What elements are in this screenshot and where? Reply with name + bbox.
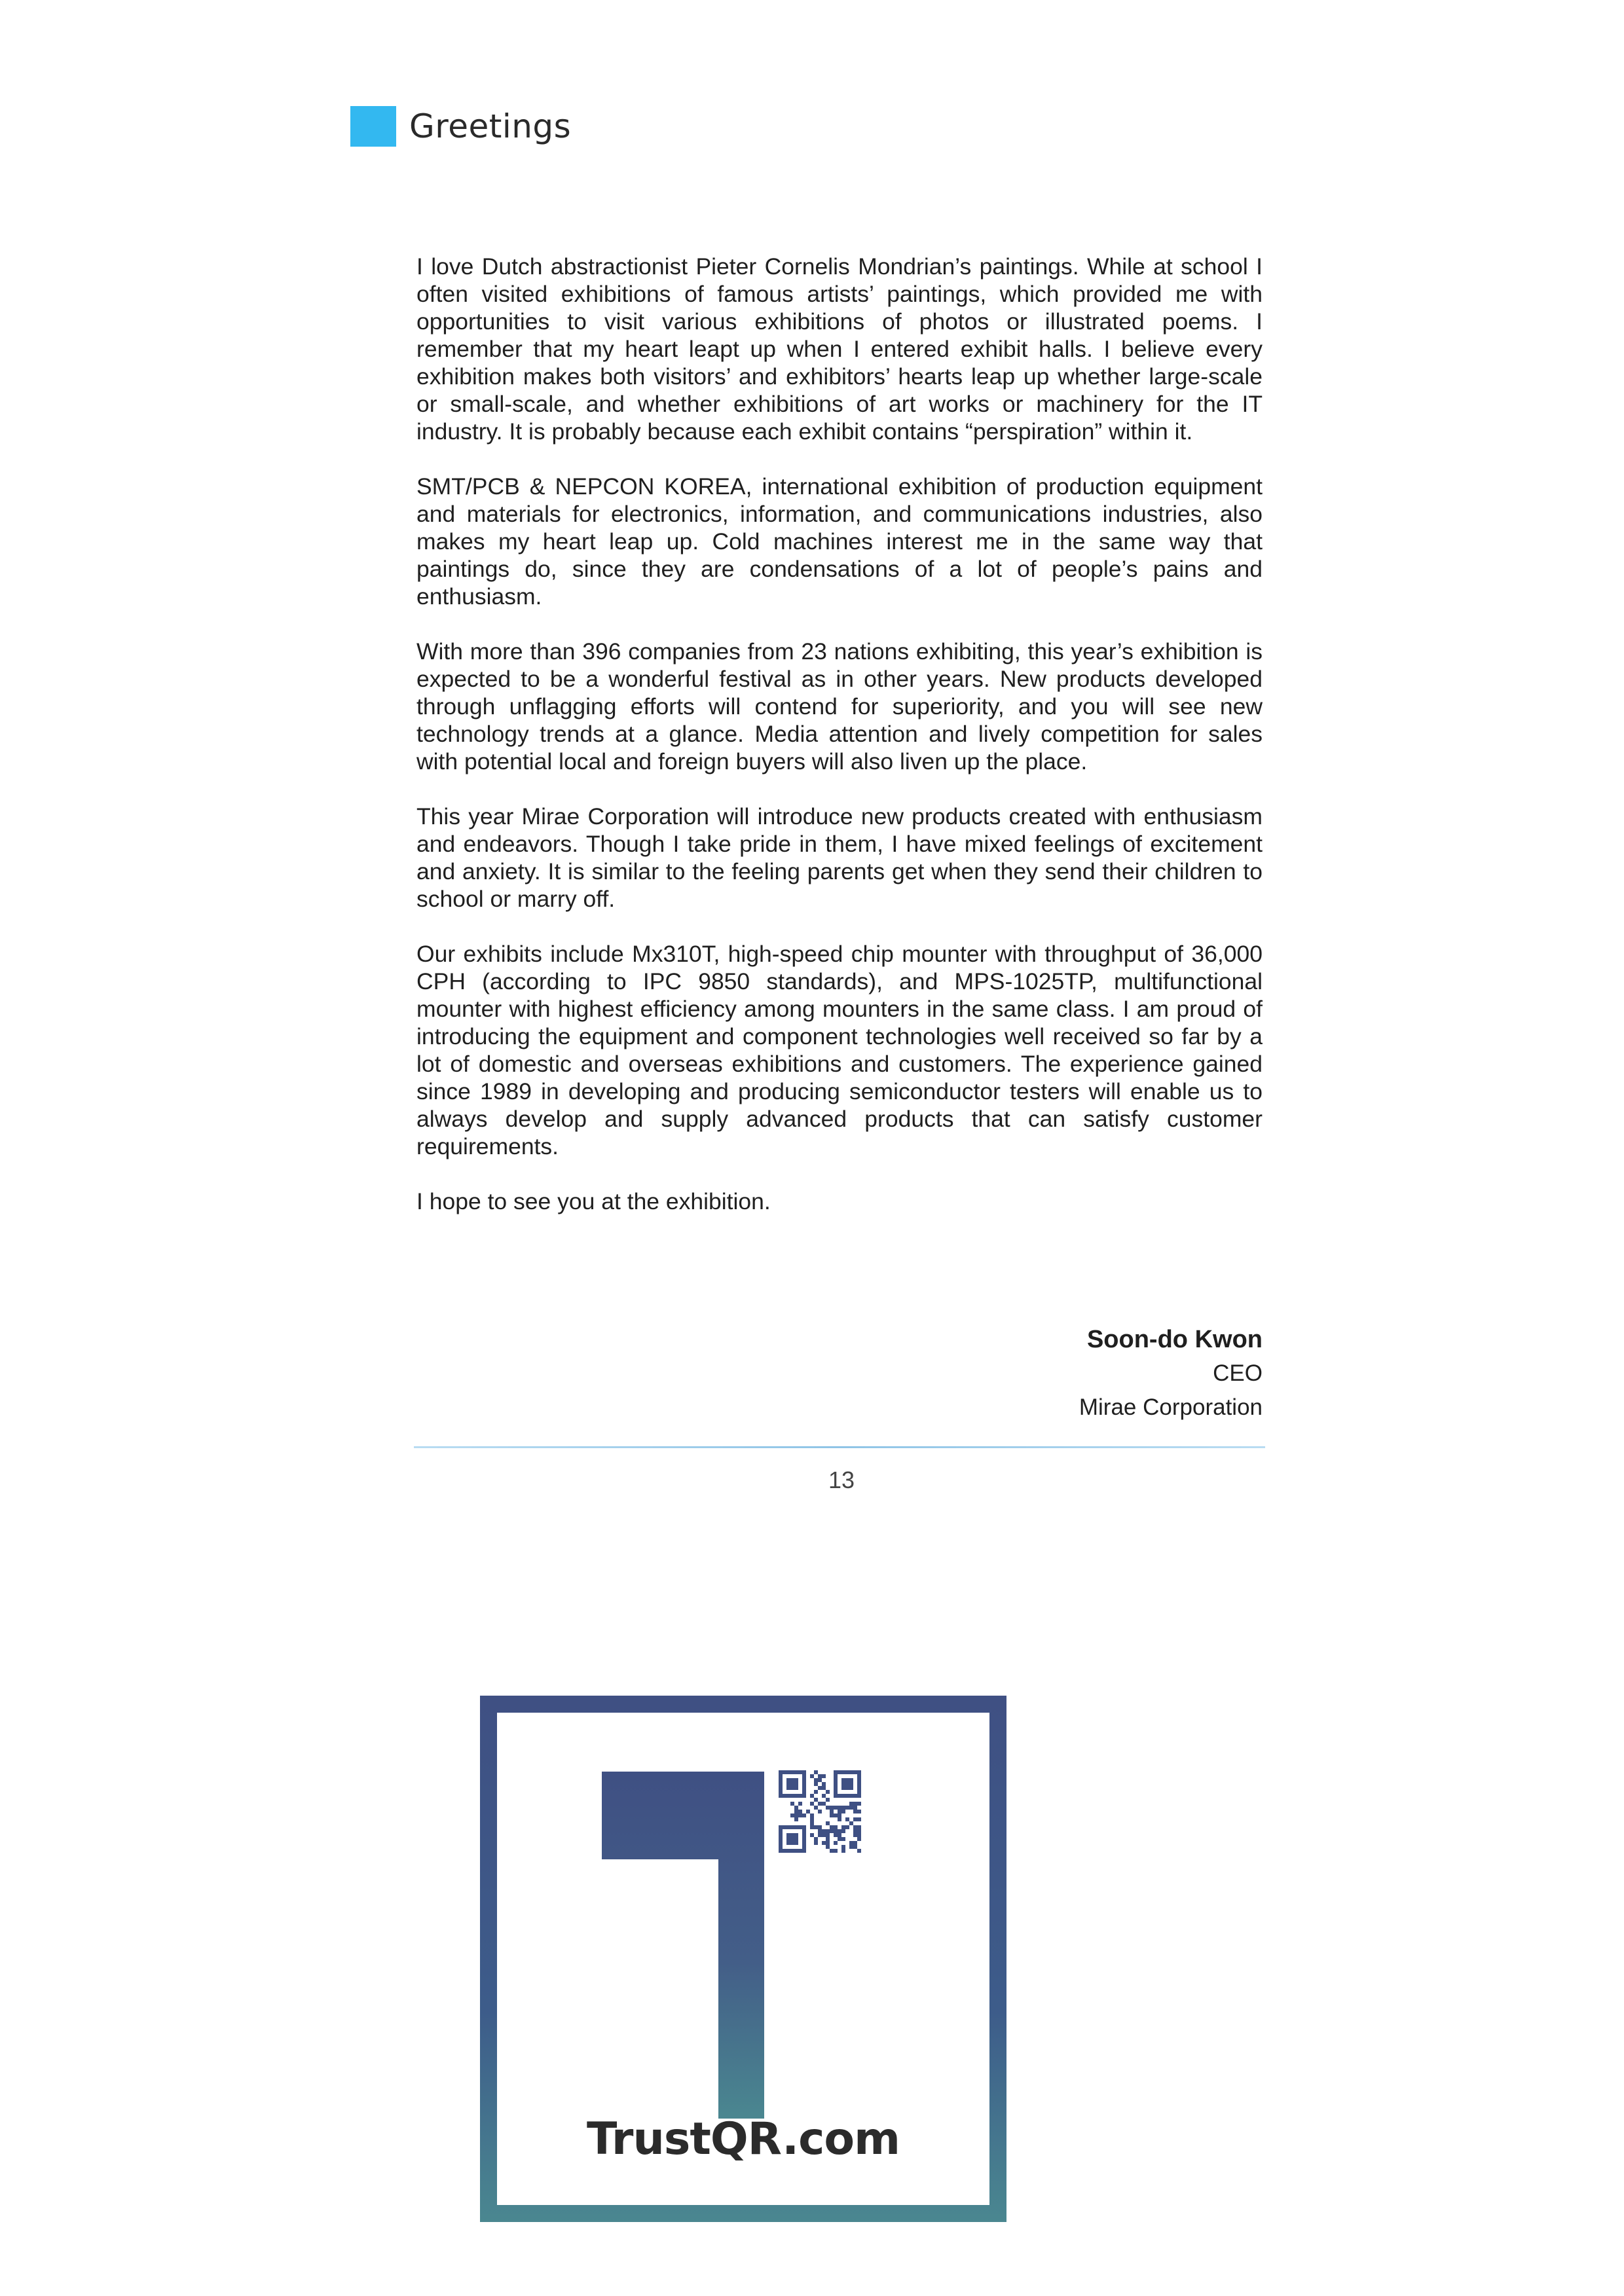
- footer-divider: [414, 1446, 1265, 1448]
- signature-company: Mirae Corporation: [1079, 1394, 1263, 1420]
- letter-body: [416, 253, 1263, 1243]
- signature-name: Soon-do Kwon: [1086, 1326, 1263, 1353]
- page-header: [350, 105, 571, 148]
- logo-text: TrustQR.com: [587, 2113, 900, 2165]
- paragraph: Our exhibits include Mx310T, high-speed chip mounter with throughput of 36,000 CPH (according to IPC 9850 standards), and MPS-1025TP, multifunctional mounter with highest efficiency among mounters in the same class. I am proud of introducing the equipment and component technologies well received so far by a lot of domestic and overseas exhibitions and customers. The experience gained since 1989 in developing and producing semiconductor testers will enable us to always develop and supply advanced products that can satisfy customer requirements.: [416, 941, 1263, 1159]
- trustqr-logo: [480, 1696, 1006, 2222]
- paragraph: With more than 396 companies from 23 nations exhibiting, this year’s exhibition is expected to be a wonderful festival as in other years. New products developed through unflagging efforts will contend for superiority, and you will see new technology trends at a glance. Media attention and lively competition for sales with potential local and foreign buyers will also liven up the place.: [416, 638, 1263, 774]
- paragraph: I love Dutch abstractionist Pieter Cornelis Mondrian’s paintings. While at school I often visited exhibitions of famous artists’ paintings, which provided me with opportunities to visit various exhibitions of photos or illustrated poems. I remember that my heart leapt up when I entered exhibit halls. I believe every exhibition makes both visitors’ and exhibitors’ hearts leap up whether large-scale or small-scale, and whether exhibitions of art works or machinery for the IT industry. It is probably because each exhibit contains “perspiration” within it.: [416, 253, 1263, 445]
- paragraph: I hope to see you at the exhibition.: [416, 1188, 771, 1214]
- square-marker-icon: [350, 106, 396, 147]
- signature-block: [1079, 1322, 1263, 1425]
- page-title: Greetings: [409, 107, 572, 145]
- page-number: 13: [828, 1467, 855, 1493]
- paragraph: SMT/PCB & NEPCON KOREA, international exhibition of production equipment and materials for electronics, information, and communications industries, also makes my heart leap up. Cold machines interest me in the same way that paintings do, since they are condensations of a lot of people’s pains and enthusiasm.: [416, 473, 1263, 610]
- qr-code-icon: [779, 1770, 861, 1853]
- signature-title: CEO: [1213, 1360, 1263, 1386]
- paragraph: This year Mirae Corporation will introduce new products created with enthusiasm and endeavors. Though I take pride in them, I have mixed feelings of excitement and anxiety. It is similar to the feeling parents get when they send their children to school or marry off.: [416, 803, 1263, 912]
